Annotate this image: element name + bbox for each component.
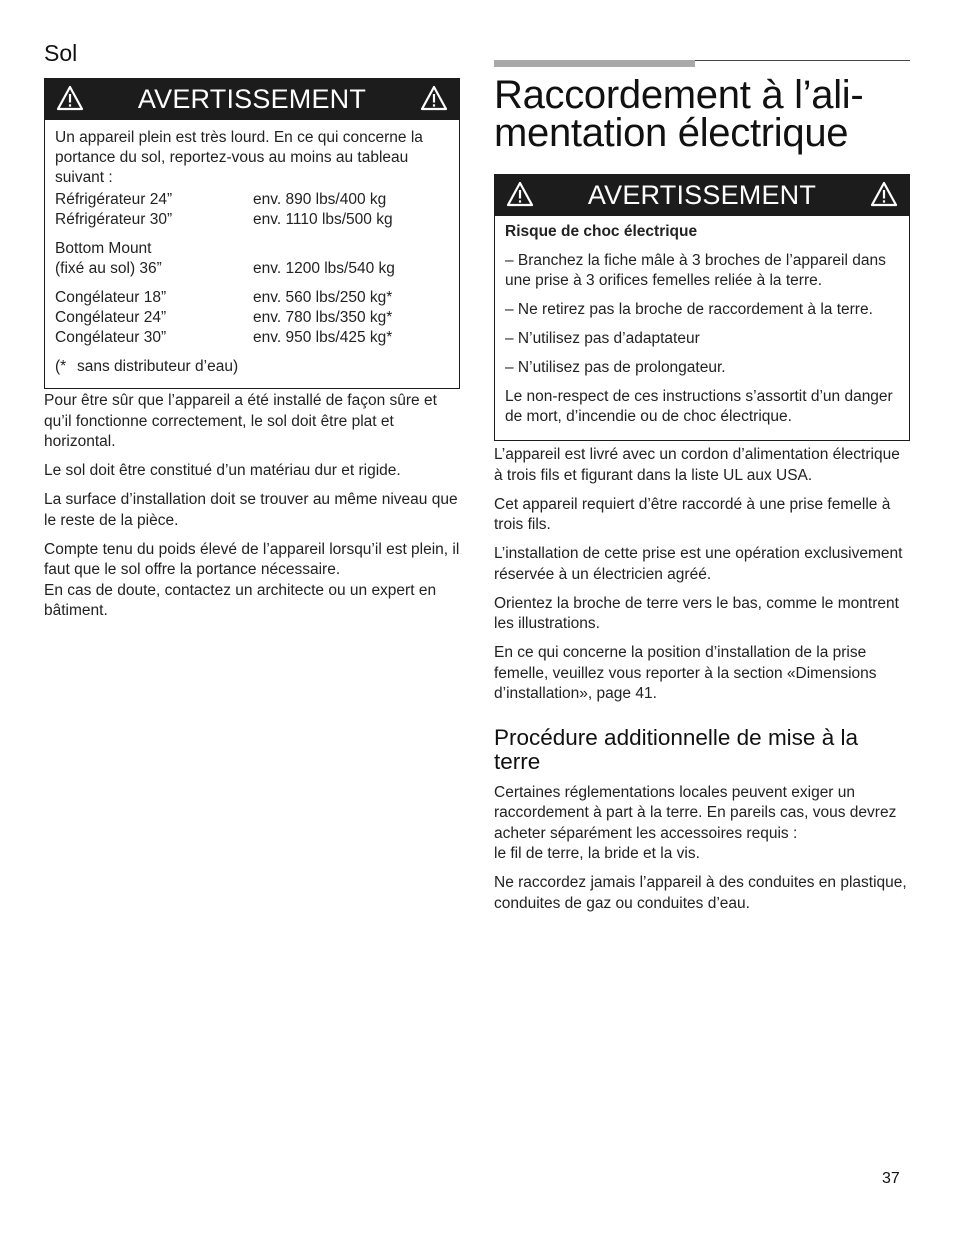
spec-row [55,288,449,308]
warning-triangle-icon [870,181,898,207]
warning-intro: Un appareil plein est très lourd. En ce qui concerne la portance du sol, reportez-vous au moins au tableau suivant : [55,129,423,186]
paragraph: La surface d’installation doit se trouver au même niveau que le reste de la pièce. [44,491,458,529]
warning-content [44,120,460,389]
spec-value: env. 780 lbs/350 kg* [253,309,393,326]
spec-group-freezers [55,288,449,348]
rule-bar [494,60,695,67]
section-rule [494,59,910,67]
spec-item: (fixé au sol) 36” [55,260,162,277]
spec-value: env. 890 lbs/400 kg [253,191,387,208]
spec-value: env. 950 lbs/425 kg* [253,329,393,346]
paragraph [44,540,460,581]
title-line: mentation électrique [494,111,849,155]
warning-banner [494,174,910,216]
paragraph: Le sol doit être constitué d’un matériau dur et rigide. [44,462,401,479]
paragraph-line: Compte tenu du poids élevé de l’appareil lorsqu’il est plein, il faut que le sol offre la portance nécessaire. [44,540,460,578]
subsection-title: Procédure additionnelle de mise à la terre [494,724,858,774]
warning-label: AVERTISSEMENT [587,179,817,210]
paragraph: L’appareil est livré avec un cordon d’alimentation électrique à trois fils et figurant dans la liste UL aux USA. [494,446,900,484]
warning-triangle-icon [420,85,448,111]
paragraph-line: Certaines réglementations locales peuvent exiger un raccordement à part à la terre. En pareils cas, vous devrez acheter séparément les accessoires requis : [494,783,897,842]
floor-body-text [44,391,460,630]
spec-row [55,328,449,348]
paragraph: En cas de doute, contactez un architecte ou un expert en bâtiment. [44,581,437,619]
spec-row [55,239,449,259]
paragraph: Pour être sûr que l’appareil a été installé de façon sûre et qu’il fonctionne correctement, le sol doit être plat et horizontal. [44,392,437,450]
page-number: 37 [882,1170,900,1187]
warning-item: Le non-respect de ces instructions s’assortit d’un danger de mort, d’incendie ou de choc électrique. [505,388,893,425]
spec-value: env. 1200 lbs/540 kg [253,260,395,277]
electric-body-text [494,445,910,923]
warning-item: – N’utilisez pas de prolongateur. [505,359,726,376]
warning-banner [44,78,460,120]
paragraph: L’installation de cette prise est une opération exclusivement réservée à un électricien agréé. [494,545,903,583]
paragraph: Cet appareil requiert d’être raccordé à une prise femelle à trois fils. [494,495,891,533]
paragraph [494,783,910,865]
spec-row [55,190,449,210]
spec-row [55,308,449,328]
warning-subtitle: Risque de choc électrique [505,223,698,240]
spec-group-bottom-mount [55,239,449,279]
warning-box-floor [44,78,460,389]
spec-item: Congélateur 30” [55,329,167,346]
warning-triangle-icon [56,85,84,111]
spec-group-refrigerators [55,190,449,230]
warning-label: AVERTISSEMENT [137,83,367,114]
spec-value: env. 560 lbs/250 kg* [253,289,393,306]
warning-item: – Ne retirez pas la broche de raccordement à la terre. [505,301,873,318]
spec-item: Réfrigérateur 30” [55,211,173,228]
spec-item: Congélateur 18” [55,289,167,306]
warning-box-electric [494,174,910,441]
spec-value [253,239,449,259]
paragraph: Ne raccordez jamais l’appareil à des conduites en plastique, conduites de gaz ou conduites d’eau. [494,874,907,912]
warning-triangle-icon [506,181,534,207]
title-line: Raccordement à l’ali- [494,73,864,117]
page-title [494,73,924,155]
footnote-text: sans distributeur d’eau) [77,358,239,375]
paragraph-line: le fil de terre, la bride et la vis. [494,845,700,862]
spec-item: Réfrigérateur 24” [55,191,173,208]
spec-item: Congélateur 24” [55,309,167,326]
spec-row [55,259,449,279]
section-title-sol: Sol [44,40,78,66]
footnote-mark: (* [55,358,67,375]
warning-item: – Branchez la fiche mâle à 3 broches de l’appareil dans une prise à 3 orifices femelles reliée à la terre. [505,252,886,289]
footnote [55,357,449,377]
paragraph: Orientez la broche de terre vers le bas, comme le montrent les illustrations. [494,594,899,632]
spec-value: env. 1110 lbs/500 kg [253,211,393,228]
spec-row [55,210,449,230]
warning-content [494,216,910,441]
paragraph: En ce qui concerne la position d’installation de la prise femelle, veuillez vous reporter à la section «Dimensions d’installation», page 41. [494,644,877,702]
warning-item: – N’utilisez pas d’adaptateur [505,330,700,347]
spec-item: Bottom Mount [55,240,152,257]
